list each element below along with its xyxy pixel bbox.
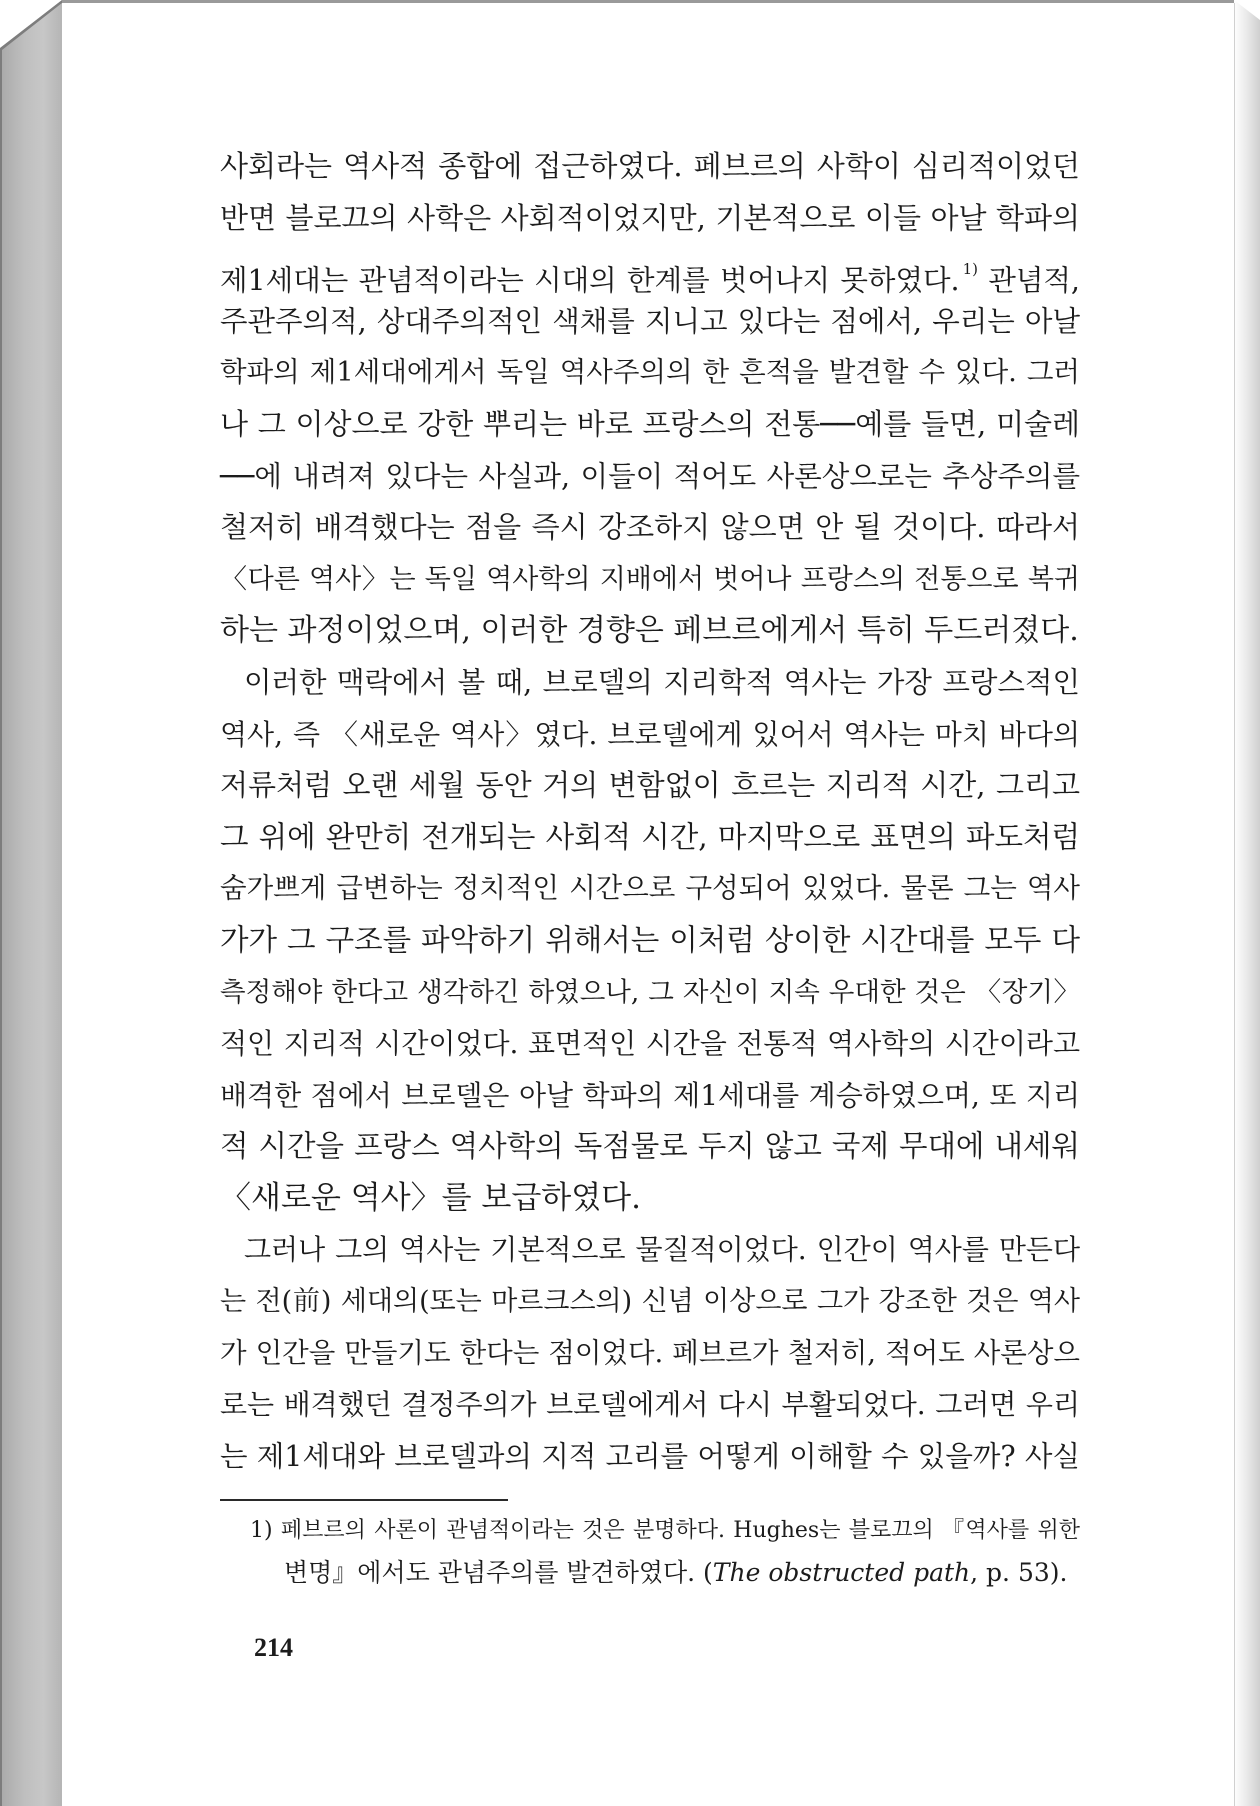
- footnote-line-2: [250, 1552, 1080, 1594]
- footnote-separator: [220, 1499, 508, 1501]
- body-line-13: 저류처럼 오랜 세월 동안 거의 변함없이 흐르는 지리적 시간, 그리고: [220, 768, 1080, 803]
- body-line-17: 측정해야 한다고 생각하긴 하였으나, 그 자신이 지속 우대한 것은 〈장기〉: [220, 976, 1080, 1008]
- body-line-19: 배격한 점에서 브로델은 아날 학파의 제1세대를 계승하였으며, 또 지리: [220, 1078, 1080, 1112]
- body-line-8: 철저히 배격했다는 점을 즉시 강조하지 않으면 안 될 것이다. 따라서: [220, 510, 1080, 545]
- body-line-12: 역사, 즉 〈새로운 역사〉였다. 브로델에게 있어서 역사는 마치 바다의: [220, 717, 1080, 751]
- footnote-marker: 1): [250, 1518, 273, 1543]
- body-line-21: 〈새로운 역사〉를 보급하였다.: [220, 1179, 641, 1216]
- body-line-7: ──에 내려져 있다는 사실과, 이들이 적어도 사론상으로는 추상주의를: [220, 459, 1080, 493]
- body-line-9: 〈다른 역사〉는 독일 역사학의 지배에서 벗어나 프랑스의 전통으로 복귀: [220, 563, 1080, 595]
- footnote-line-2-before: 변명』에서도 관념주의를 발견하였다. (: [284, 1558, 713, 1587]
- body-line-22: 그러나 그의 역사는 기본적으로 물질적이었다. 인간이 역사를 만든다: [244, 1233, 1080, 1267]
- body-line-15: 숨가쁘게 급변하는 정치적인 시간으로 구성되어 있었다. 물론 그는 역사: [220, 872, 1080, 905]
- body-line-23: 는 전(前) 세대의(또는 마르크스의) 신념 이상으로 그가 강조한 것은 역사: [220, 1286, 1080, 1318]
- body-line-24: 가 인간을 만들기도 한다는 점이었다. 페브르가 철저히, 적어도 사론상으: [220, 1336, 1080, 1369]
- footnote-line-1: [250, 1510, 1080, 1552]
- body-line-10: 하는 과정이었으며, 이러한 경향은 페브르에게서 특히 두드러졌다.: [220, 613, 1079, 649]
- body-line-5: 학파의 제1세대에게서 독일 역사주의의 한 흔적을 발견할 수 있다. 그러: [220, 356, 1080, 389]
- body-text: [220, 141, 1080, 1482]
- footnote-line-1-text: 페브르의 사론이 관념적이라는 것은 분명하다. Hughes는 블로끄의 『역사를 위한: [280, 1518, 1080, 1543]
- body-line-3-text: 제1세대는 관념적이라는 시대의 한계를 벗어나지 못하였다.: [220, 264, 960, 298]
- footnote-line-2-after: , p. 53).: [970, 1558, 1068, 1587]
- body-line-6: 나 그 이상으로 강한 뿌리는 바로 프랑스의 전통──예를 들면, 미술레: [220, 406, 1080, 441]
- footnote: [250, 1510, 1080, 1594]
- body-line-14: 그 위에 완만히 전개되는 사회적 시간, 마지막으로 표면의 파도처럼: [220, 819, 1080, 854]
- body-line-3: [220, 244, 1080, 296]
- body-line-16: 가가 그 구조를 파악하기 위해서는 이처럼 상이한 시간대를 모두 다: [220, 922, 1080, 957]
- body-line-1: 사회라는 역사적 종합에 접근하였다. 페브르의 사학이 심리적이었던: [220, 149, 1080, 183]
- book-spine: [0, 0, 62, 1806]
- footnote-reference: 1): [962, 260, 978, 279]
- body-line-2: 반면 블로끄의 사학은 사회적이었지만, 기본적으로 이들 아날 학파의: [220, 200, 1080, 235]
- body-line-25: 로는 배격했던 결정주의가 브로델에게서 다시 부활되었다. 그러면 우리: [220, 1388, 1080, 1422]
- page-number: 214: [254, 1633, 293, 1662]
- page-right-edge: [1234, 0, 1260, 1806]
- book-page: [62, 3, 1235, 1806]
- body-line-18: 적인 지리적 시간이었다. 표면적인 시간을 전통적 역사학의 시간이라고: [220, 1027, 1080, 1061]
- body-line-26: 는 제1세대와 브로델과의 지적 고리를 어떻게 이해할 수 있을까? 사실: [220, 1439, 1080, 1473]
- footnote-book-title: The obstructed path: [712, 1558, 971, 1587]
- body-line-4: 주관주의적, 상대주의적인 색채를 지니고 있다는 점에서, 우리는 아날: [220, 304, 1080, 338]
- body-line-20: 적 시간을 프랑스 역사학의 독점물로 두지 않고 국제 무대에 내세워: [220, 1129, 1080, 1164]
- body-line-11: 이러한 맥락에서 볼 때, 브로델의 지리학적 역사는 가장 프랑스적인: [244, 665, 1080, 699]
- body-line-3-tail: 관념적,: [988, 264, 1080, 298]
